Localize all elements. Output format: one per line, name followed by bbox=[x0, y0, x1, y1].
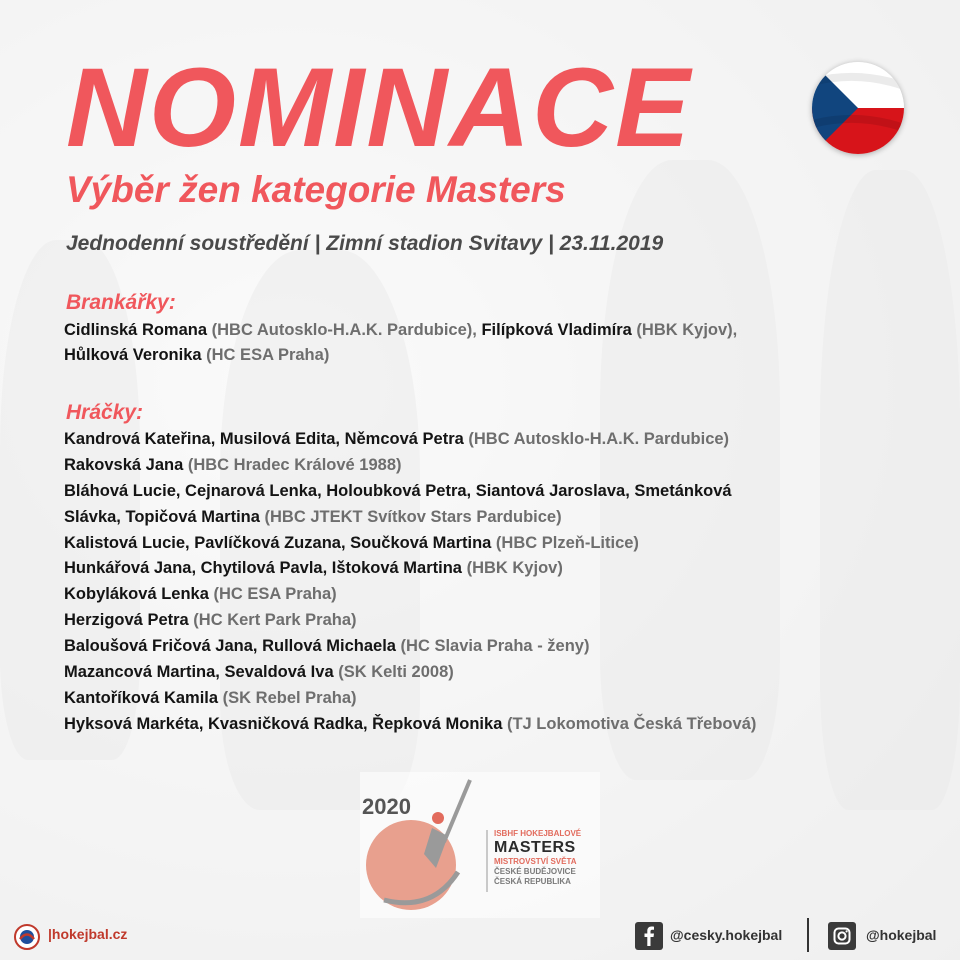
players-line bbox=[64, 453, 924, 479]
website-link[interactable]: |hokejbal.cz bbox=[48, 926, 128, 942]
goalkeepers-line bbox=[64, 318, 924, 343]
player-names: Slávka, Topičová Martina bbox=[64, 507, 260, 526]
players-line bbox=[64, 582, 924, 608]
page-title: NOMINACE bbox=[66, 45, 692, 170]
player-names: Kantoříková Kamila bbox=[64, 688, 219, 707]
club-name: (HC Kert Park Praha) bbox=[188, 611, 357, 630]
player-names: Mazancová Martina, Sevaldová Iva bbox=[64, 663, 334, 682]
club-name: (SK Rebel Praha) bbox=[218, 688, 357, 707]
players-line bbox=[64, 427, 924, 453]
club-name: (SK Kelti 2008) bbox=[333, 663, 454, 682]
club-name: (HBC Hradec Králové 1988) bbox=[183, 455, 402, 474]
instagram-icon[interactable] bbox=[828, 922, 856, 950]
hokejbal-logo-icon bbox=[14, 924, 40, 950]
masters-line2: MASTERS bbox=[494, 839, 576, 856]
masters-line3: MISTROVSTVÍ SVĚTA bbox=[494, 857, 577, 866]
player-names: Hůlková Veronika bbox=[64, 346, 202, 364]
player-names: Kalistová Lucie, Pavlíčková Zuzana, Součková Martina bbox=[64, 533, 492, 552]
players-line bbox=[64, 531, 924, 557]
event-info: Jednodenní soustředění | Zimní stadion Svitavy | 23.11.2019 bbox=[66, 232, 664, 255]
player-names: Kandrová Kateřina, Musilová Edita, Němcová Petra bbox=[64, 430, 464, 448]
club-name: (HBC JTEKT Svítkov Stars Pardubice) bbox=[259, 507, 562, 526]
players-heading: Hráčky: bbox=[66, 401, 144, 424]
club-name: (HBC Plzeň-Litice) bbox=[491, 533, 639, 552]
masters-year: 2020 bbox=[362, 794, 411, 819]
club-name: (HBC Autosklo-H.A.K. Pardubice) bbox=[463, 430, 730, 448]
players-line bbox=[64, 479, 924, 505]
player-names: Hunkářová Jana, Chytilová Pavla, Ištoková Martina bbox=[64, 559, 462, 578]
club-name: (HC ESA Praha) bbox=[208, 585, 337, 604]
masters-divider bbox=[486, 830, 488, 892]
masters-line4: ČESKÉ BUDĚJOVICE bbox=[494, 867, 576, 876]
czech-flag-icon bbox=[812, 62, 904, 154]
players-line bbox=[64, 660, 924, 686]
club-name: (TJ Lokomotiva Česká Třebová) bbox=[502, 714, 757, 733]
players-line bbox=[64, 712, 924, 738]
facebook-handle[interactable]: @cesky.hokejbal bbox=[670, 927, 783, 943]
player-names: Bláhová Lucie, Cejnarová Lenka, Holoubková Petra, Siantová Jaroslava, Smetánková bbox=[64, 481, 732, 500]
facebook-icon[interactable] bbox=[635, 922, 663, 950]
player-names: Filípková Vladimíra bbox=[481, 321, 632, 339]
masters-line1: ISBHF HOKEJBALOVÉ bbox=[494, 829, 582, 838]
page-subtitle: Výběr žen kategorie Masters bbox=[66, 169, 566, 210]
goalkeepers-line bbox=[64, 343, 924, 368]
players-line bbox=[64, 505, 924, 531]
club-name: (HBC Autosklo-H.A.K. Pardubice), bbox=[207, 321, 482, 339]
instagram-handle[interactable]: @hokejbal bbox=[866, 927, 937, 943]
club-name: (HBK Kyjov) bbox=[461, 559, 563, 578]
player-names: Hyksová Markéta, Kvasničková Radka, Řepková Monika bbox=[64, 714, 503, 733]
player-names: Herzigová Petra bbox=[64, 611, 189, 630]
masters-logo bbox=[360, 772, 600, 918]
masters-text bbox=[494, 829, 594, 887]
club-name: (HBK Kyjov), bbox=[631, 321, 738, 339]
player-names: Rakovská Jana bbox=[64, 455, 184, 474]
players-line bbox=[64, 686, 924, 712]
goalkeepers-list bbox=[64, 318, 924, 368]
masters-line5: ČESKÁ REPUBLIKA bbox=[494, 877, 571, 886]
players-line bbox=[64, 634, 924, 660]
player-names: Cidlinská Romana bbox=[64, 321, 208, 339]
social-divider bbox=[807, 918, 809, 952]
club-name: (HC ESA Praha) bbox=[201, 346, 330, 364]
players-list bbox=[64, 427, 924, 738]
players-line bbox=[64, 556, 924, 582]
club-name: (HC Slavia Praha - ženy) bbox=[395, 637, 590, 656]
players-line bbox=[64, 608, 924, 634]
player-names: Kobyláková Lenka bbox=[64, 585, 209, 604]
goalkeepers-heading: Brankářky: bbox=[66, 291, 176, 314]
player-names: Baloušová Fričová Jana, Rullová Michaela bbox=[64, 637, 396, 656]
